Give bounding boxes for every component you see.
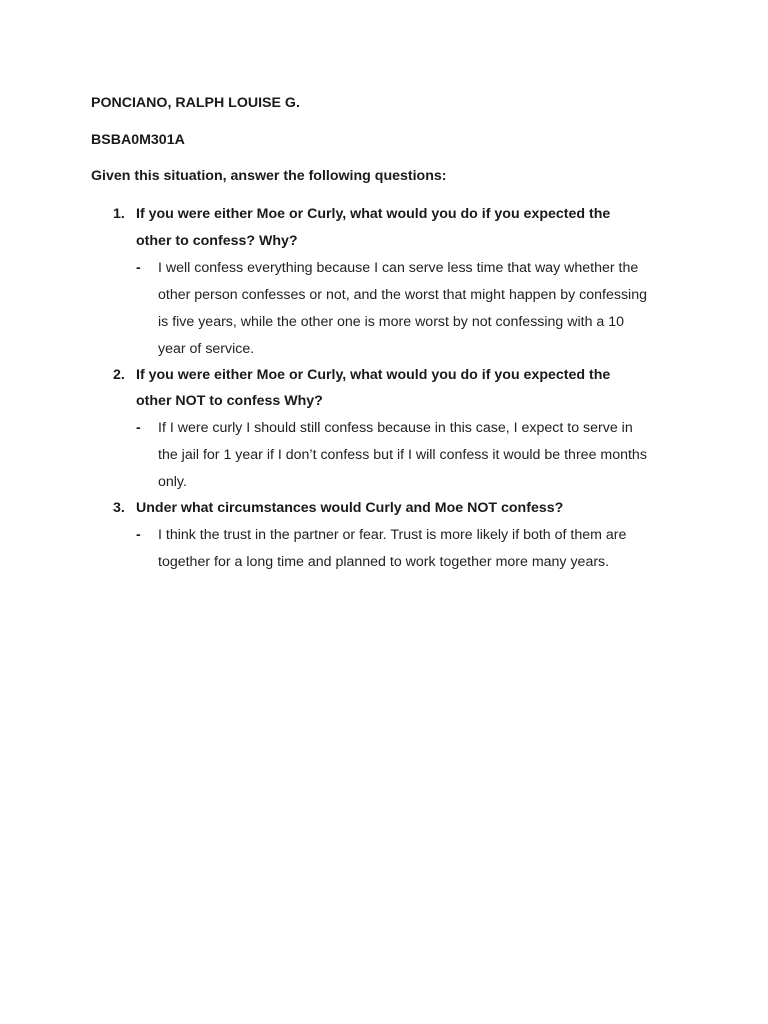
answer-bullet: - bbox=[136, 527, 141, 543]
answer-text-line: together for a long time and planned to work together more many years. bbox=[158, 554, 610, 570]
answer-text-line: is five years, while the other one is more worst by not confessing with a 10 bbox=[158, 314, 625, 330]
student-name: PONCIANO, RALPH LOUISE G. bbox=[91, 95, 300, 111]
question-text-line: If you were either Moe or Curly, what would you do if you expected the bbox=[136, 367, 611, 383]
question-text-line: If you were either Moe or Curly, what would you do if you expected the bbox=[136, 206, 611, 222]
answer-bullet: - bbox=[136, 420, 141, 436]
question-number: 2. bbox=[113, 367, 125, 383]
question-text-line: Under what circumstances would Curly and Moe NOT confess? bbox=[136, 500, 564, 516]
question-text-line: other NOT to confess Why? bbox=[136, 393, 323, 409]
question-number: 1. bbox=[113, 206, 125, 222]
question-text-line: other to confess? Why? bbox=[136, 233, 298, 249]
answer-text-line: I well confess everything because I can serve less time that way whether the bbox=[158, 260, 639, 276]
answer-text-line: only. bbox=[158, 474, 187, 490]
answer-text-line: year of service. bbox=[158, 341, 255, 357]
answer-bullet: - bbox=[136, 260, 141, 276]
answer-text-line: If I were curly I should still confess because in this case, I expect to serve in bbox=[158, 420, 633, 436]
course-section: BSBA0M301A bbox=[91, 132, 185, 148]
question-number: 3. bbox=[113, 500, 125, 516]
answer-text-line: the jail for 1 year if I don’t confess but if I will confess it would be three months bbox=[158, 447, 647, 463]
instructions-heading: Given this situation, answer the following questions: bbox=[91, 168, 447, 184]
answer-text-line: I think the trust in the partner or fear. Trust is more likely if both of them are bbox=[158, 527, 627, 543]
answer-text-line: other person confesses or not, and the worst that might happen by confessing bbox=[158, 287, 647, 303]
